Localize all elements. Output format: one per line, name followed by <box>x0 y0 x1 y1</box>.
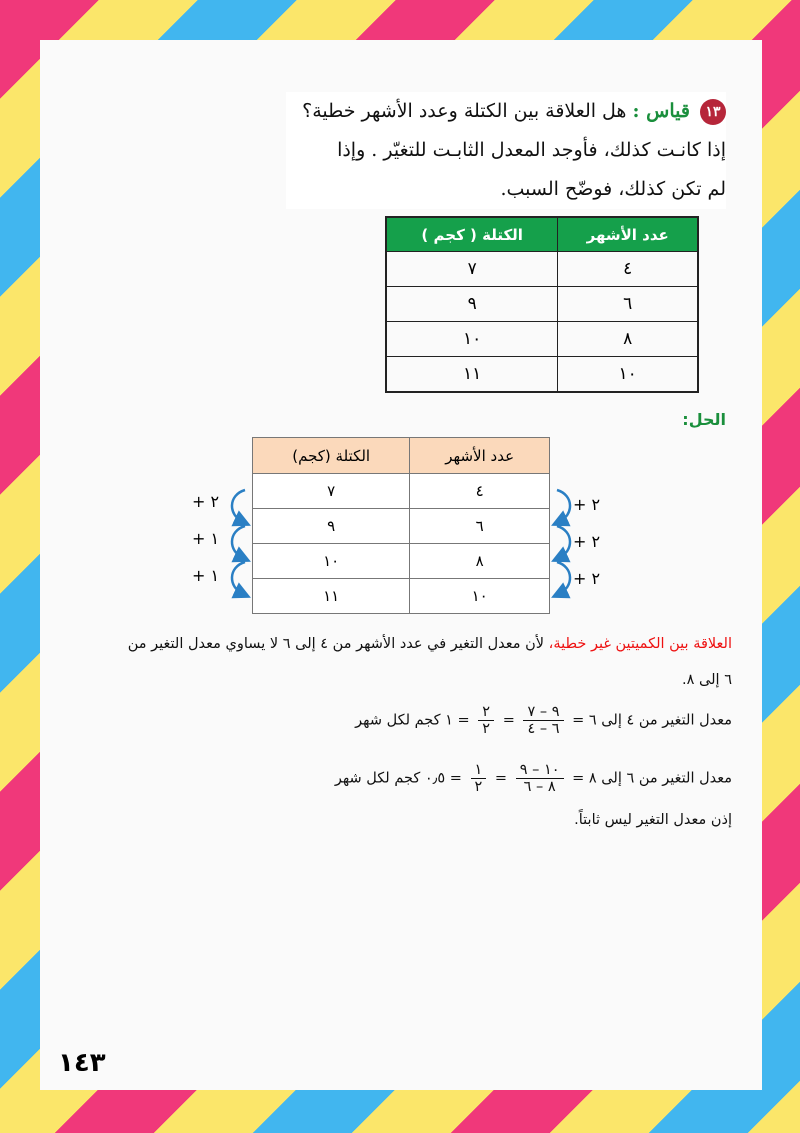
eq1-suffix: = ١ كجم لكل شهر <box>355 712 470 729</box>
left-arrow-icon <box>232 562 245 594</box>
cell-mass: ٧ <box>386 252 558 287</box>
conclusion: إذن معدل التغير ليس ثابتاً. <box>574 812 732 828</box>
question-number-badge: ١٣ <box>700 99 726 125</box>
question-text-3: لم تكن كذلك، فوضّح السبب. <box>500 178 726 200</box>
right-change: + ٢ <box>573 495 601 514</box>
left-change: + ٢ <box>192 492 220 511</box>
eq1-prefix: معدل التغير من ٤ إلى ٦ = <box>572 712 732 729</box>
question-keyword: قياس : <box>632 100 690 122</box>
cell-months: ١٠ <box>558 357 698 393</box>
eq2-fraction-1 <box>516 762 564 795</box>
cell-mass: ١١ <box>386 357 558 393</box>
denominator: ٦ – ٤ <box>527 721 560 737</box>
explanation-line-1 <box>80 636 732 652</box>
eq2-suffix: = ٠٫٥ كجم لكل شهر <box>334 770 462 787</box>
change-arrows <box>40 40 762 640</box>
cell-mass: ١١ <box>253 579 410 614</box>
cell-months: ٤ <box>410 474 550 509</box>
numerator: ٩ – ٧ <box>523 704 563 721</box>
eq2-prefix: معدل التغير من ٦ إلى ٨ = <box>572 770 732 787</box>
solution-label: الحل: <box>682 410 726 429</box>
left-change: + ١ <box>192 529 220 548</box>
rate-equation-1 <box>355 704 732 737</box>
equals: = <box>494 770 508 787</box>
left-arrow-icon <box>232 490 245 522</box>
cell-months: ٨ <box>410 544 550 579</box>
header-months: عدد الأشهر <box>410 438 550 474</box>
page <box>40 40 762 1090</box>
right-arrow-icon <box>557 526 570 558</box>
denominator: ٢ <box>482 721 491 737</box>
equals: = <box>502 712 515 729</box>
eq2-fraction-2 <box>471 762 487 795</box>
cell-mass: ١٠ <box>386 322 558 357</box>
left-change: + ١ <box>192 566 220 585</box>
cell-months: ٦ <box>558 287 698 322</box>
cell-months: ١٠ <box>410 579 550 614</box>
right-arrow-icon <box>557 490 570 522</box>
right-change: + ٢ <box>573 532 601 551</box>
numerator: ١٠ – ٩ <box>516 762 564 779</box>
denominator: ٢ <box>474 779 483 795</box>
cell-months: ٦ <box>410 509 550 544</box>
eq1-fraction-2 <box>478 704 494 737</box>
right-arrow-icon <box>557 562 570 594</box>
question-text-2: إذا كانـت كذلك، فأوجد المعدل الثابـت للتغيّر . وإذا <box>337 139 726 161</box>
header-mass: الكتلة ( كجم ) <box>386 217 558 252</box>
cell-months: ٤ <box>558 252 698 287</box>
cell-months: ٨ <box>558 322 698 357</box>
explanation-line-2: ٦ إلى ٨. <box>682 672 732 688</box>
cell-mass: ٩ <box>386 287 558 322</box>
numerator: ٢ <box>478 704 494 721</box>
rate-equation-2 <box>335 762 732 795</box>
header-mass: الكتلة (كجم) <box>253 438 410 474</box>
page-number: ١٤٣ <box>58 1048 106 1078</box>
cell-mass: ٧ <box>253 474 410 509</box>
cell-mass: ٩ <box>253 509 410 544</box>
numerator: ١ <box>471 762 487 779</box>
header-months: عدد الأشهر <box>558 217 698 252</box>
eq1-fraction-1 <box>523 704 563 737</box>
explanation-rest: لأن معدل التغير في عدد الأشهر من ٤ إلى ٦ لا يساوي معدل التغير من <box>127 636 549 652</box>
explanation-red: العلاقة بين الكميتين غير خطية، <box>548 636 732 652</box>
denominator: ٨ – ٦ <box>523 779 556 795</box>
right-change: + ٢ <box>573 569 601 588</box>
question-text-1: هل العلاقة بين الكتلة وعدد الأشهر خطية؟ <box>302 100 627 122</box>
left-arrow-icon <box>232 526 245 558</box>
cell-mass: ١٠ <box>253 544 410 579</box>
